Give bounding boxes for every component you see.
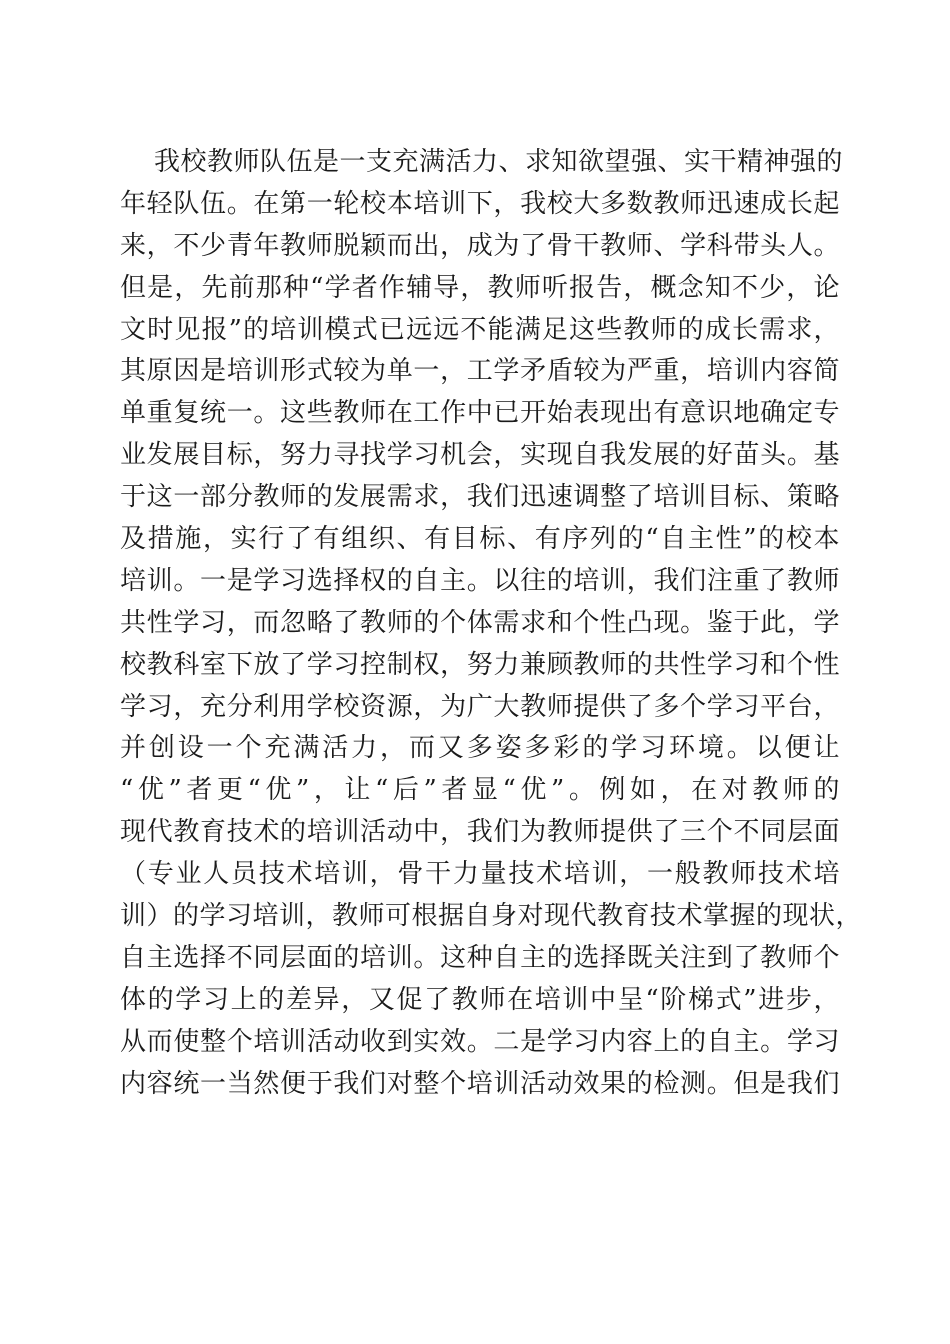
paragraph-line: （专业人员技术培训，骨干力量技术培训，一般教师技术培 xyxy=(120,859,840,890)
paragraph-line: “优”者更“优”，让“后”者显“优”。例如，在对教师的 xyxy=(120,775,840,806)
paragraph-line: 年轻队伍。在第一轮校本培训下，我校大多数教师迅速成长起 xyxy=(120,188,840,219)
paragraph-line: 共性学习，而忽略了教师的个体需求和个性凸现。鉴于此，学 xyxy=(120,607,840,638)
paragraph-line: 文时见报”的培训模式已远远不能满足这些教师的成长需求， xyxy=(120,314,840,345)
paragraph-line: 自主选择不同层面的培训。这种自主的选择既关注到了教师个 xyxy=(120,942,840,973)
paragraph-line: 并创设一个充满活力，而又多姿多彩的学习环境。以便让 xyxy=(120,733,840,764)
paragraph-line: 业发展目标，努力寻找学习机会，实现自我发展的好苗头。基 xyxy=(120,440,840,471)
paragraph-line: 我校教师队伍是一支充满活力、求知欲望强、实干精神强的 xyxy=(154,147,844,177)
body-paragraph xyxy=(120,142,863,1105)
paragraph-line: 培训。一是学习选择权的自主。以往的培训，我们注重了教师 xyxy=(120,565,840,596)
paragraph-line: 及措施，实行了有组织、有目标、有序列的“自主性”的校本 xyxy=(120,524,840,555)
paragraph-line: 来，不少青年教师脱颖而出，成为了骨干教师、学科带头人。 xyxy=(120,230,840,261)
paragraph-line: 单重复统一。这些教师在工作中已开始表现出有意识地确定专 xyxy=(120,398,840,429)
paragraph-line: 校教科室下放了学习控制权，努力兼顾教师的共性学习和个性 xyxy=(120,649,840,680)
paragraph-line: 训）的学习培训，教师可根据自身对现代教育技术掌握的现状， xyxy=(120,901,863,932)
paragraph-line: 其原因是培训形式较为单一，工学矛盾较为严重，培训内容简 xyxy=(120,356,840,387)
paragraph-line: 内容统一当然便于我们对整个培训活动效果的检测。但是我们 xyxy=(120,1068,840,1099)
paragraph-line: 但是，先前那种“学者作辅导，教师听报告，概念知不少，论 xyxy=(120,272,840,303)
paragraph-line: 学习，充分利用学校资源，为广大教师提供了多个学习平台， xyxy=(120,691,840,722)
paragraph-line: 从而使整个培训活动收到实效。二是学习内容上的自主。学习 xyxy=(120,1026,840,1057)
paragraph-line: 现代教育技术的培训活动中，我们为教师提供了三个不同层面 xyxy=(120,817,840,848)
paragraph-line: 于这一部分教师的发展需求，我们迅速调整了培训目标、策略 xyxy=(120,482,840,513)
paragraph-line: 体的学习上的差异，又促了教师在培训中呈“阶梯式”进步， xyxy=(120,984,840,1015)
